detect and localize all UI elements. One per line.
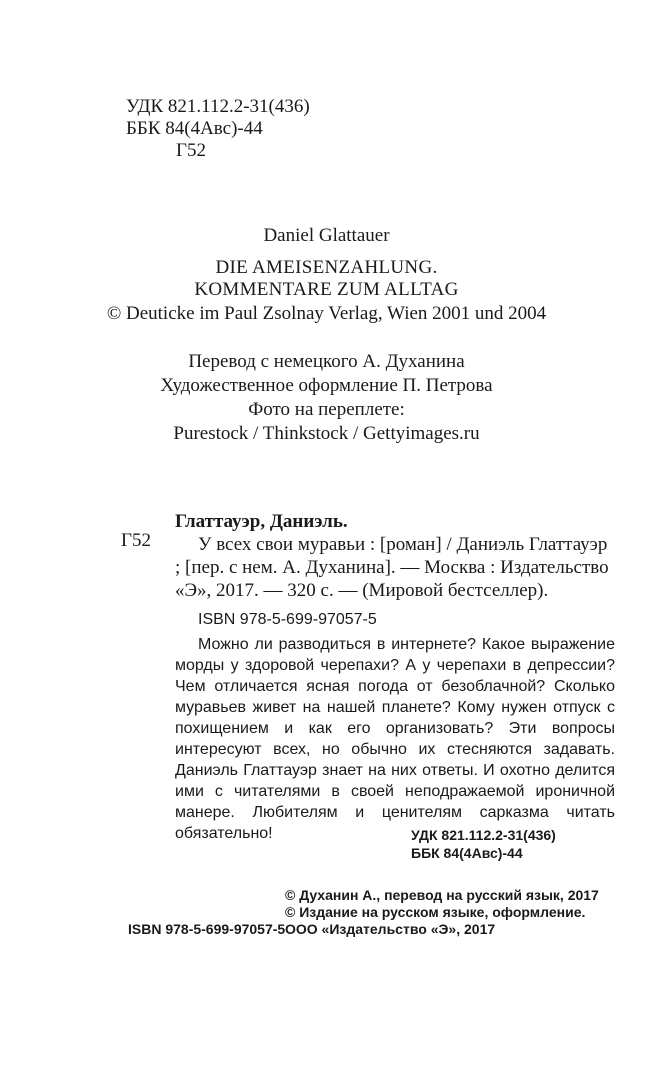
edition-rights: © Издание на русском языке, оформление. — [285, 904, 586, 920]
biblio-author: Глаттауэр, Даниэль. — [175, 511, 348, 532]
author-mark: Г52 — [176, 140, 206, 161]
top-classification-block — [126, 96, 310, 162]
original-title-line-1: DIE AMEISENZAHLUNG. — [215, 257, 438, 278]
original-title — [0, 257, 653, 301]
bbk-code: ББК 84(4Авс)-44 — [126, 118, 263, 139]
biblio-author-mark: Г52 — [121, 530, 151, 551]
original-author: Daniel Glattauer — [263, 225, 390, 246]
photo-sources: Purestock / Thinkstock / Gettyimages.ru — [173, 423, 480, 444]
photo-label: Фото на переплете: — [248, 399, 405, 420]
bottom-isbn: ISBN 978-5-699-97057-5 — [128, 921, 286, 937]
translation-rights: © Духанин А., перевод на русский язык, 2017 — [285, 887, 599, 903]
bibliographic-record — [175, 510, 615, 602]
rights-block — [285, 887, 599, 938]
bottom-bbk: ББК 84(4Авс)-44 — [411, 845, 523, 861]
original-copyright: © Deuticke im Paul Zsolnay Verlag, Wien 2001 und 2004 — [106, 303, 547, 324]
publisher-rights: ООО «Издательство «Э», 2017 — [285, 921, 496, 937]
translation-credit: Перевод с немецкого А. Духанина — [188, 351, 465, 372]
annotation: Можно ли разводиться в интернете? Какое выражение морды у здоровой черепахи? А у черепахи в депрессии? Чем отличается ясная погода от безоблачной? Сколько муравьев живет на нашей планете? Кому нужен отпуск с похищением и как его организовать? Эти вопросы интересуют всех, но обычно их стесняются задавать. Даниэль Глаттауэр знает на них ответы. И охотно делится ими с читателями в своей неподражаемой ироничной манере. Любителям и ценителям сарказма читать обязательно! — [175, 636, 615, 842]
biblio-description: У всех свои муравьи : [роман] / Даниэль Глаттауэр ; [пер. с нем. А. Духанина]. — Москва : Издательство «Э», 2017. — 320 с. — (Мировой бестселлер). — [175, 534, 609, 601]
bottom-classification — [411, 826, 556, 862]
bottom-udk: УДК 821.112.2-31(436) — [411, 827, 556, 843]
original-title-line-2: KOMMENTARE ZUM ALLTAG — [194, 279, 459, 300]
udk-code: УДК 821.112.2-31(436) — [126, 96, 310, 117]
biblio-isbn: ISBN 978-5-699-97057-5 — [198, 611, 377, 628]
credits-block — [0, 350, 653, 446]
design-credit: Художественное оформление П. Петрова — [160, 375, 493, 396]
